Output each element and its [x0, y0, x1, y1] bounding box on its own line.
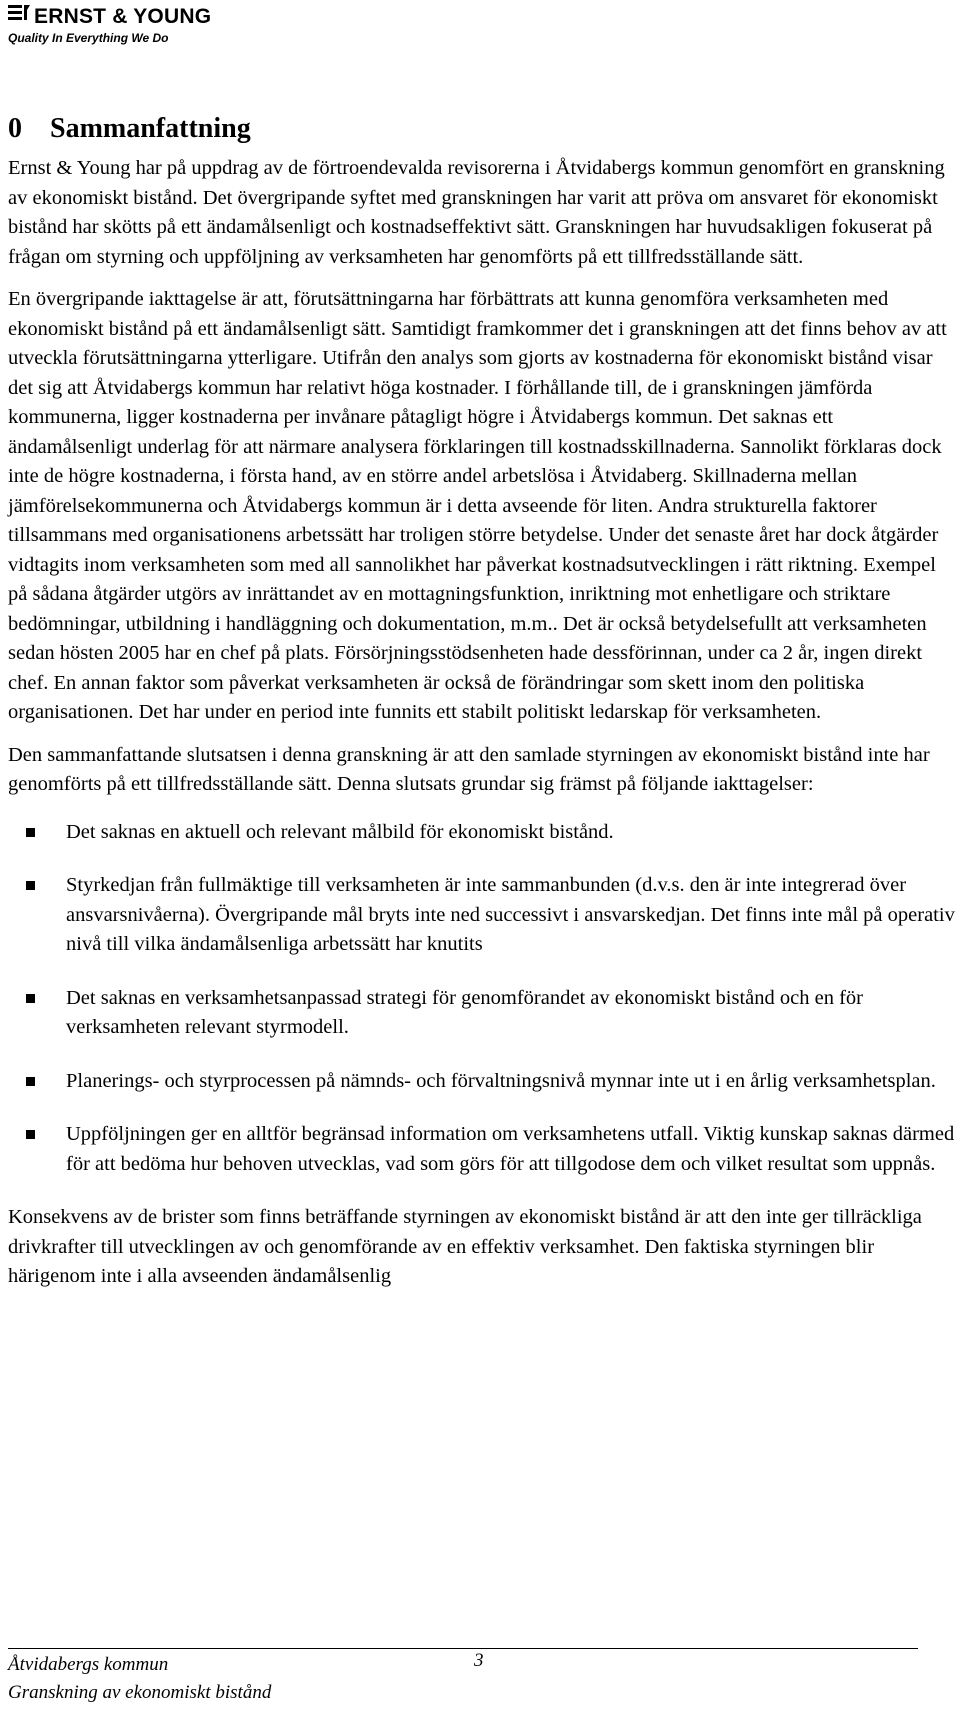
- list-item-text: Det saknas en verksamhetsanpassad strategi för genomförandet av ekonomiskt bistånd och en för verksamheten relevant styrmodell.: [66, 986, 863, 1038]
- footer-report-title: Granskning av ekonomiskt bistånd: [8, 1682, 272, 1703]
- paragraph-conclusion: Den sammanfattande slutsatsen i denna granskning är att den samlade styrningen av ekonomiskt bistånd inte har genomförts på ett tillfredsställande sätt. Denna slutsats grundar sig främst på följande iakttagelser:: [8, 743, 930, 795]
- square-bullet-icon: [26, 994, 35, 1003]
- ernst-young-logo-icon: [8, 4, 30, 29]
- square-bullet-icon: [26, 828, 35, 837]
- document-body: [8, 112, 956, 1305]
- list-item-text: Det saknas en aktuell och relevant målbild för ekonomiskt bistånd.: [66, 820, 614, 843]
- footer-municipality: Åtvidabergs kommun: [8, 1654, 169, 1675]
- list-item: [8, 871, 956, 960]
- company-tagline: Quality In Everything We Do: [8, 31, 169, 45]
- list-item: [8, 1120, 956, 1179]
- section-title: Sammanfattning: [50, 113, 251, 144]
- findings-list: [8, 818, 956, 1180]
- list-item-text: Planerings- och styrprocessen på nämnds- och förvaltningsnivå mynnar inte ut i en årlig verksamhetsplan.: [66, 1069, 936, 1092]
- paragraph-intro: Ernst & Young har på uppdrag av de förtroendevalda revisorerna i Åtvidabergs kommun genomfört en granskning av ekonomiskt bistånd. Det övergripande syftet med granskningen har varit att pröva om ansvaret för ekonomiskt bistånd har skötts på ett ändamålsenligt och kostnadseffektivt sätt. Granskningen har huvudsakligen fokuserat på frågan om styrning och uppföljning av verksamheten har genomförts på ett tillfredsställande sätt.: [8, 157, 945, 268]
- list-item-text: Uppföljningen ger en alltför begränsad information om verksamhetens utfall. Viktig kunskap saknas därmed för att bedöma hur behoven utvecklas, vad som görs för att tillgodose dem och vilket resultat som uppnås.: [66, 1123, 955, 1175]
- page-number: 3: [474, 1650, 484, 1671]
- company-logo: [8, 4, 211, 45]
- section-heading: [8, 112, 956, 146]
- square-bullet-icon: [26, 1130, 35, 1139]
- list-item-text: Styrkedjan från fullmäktige till verksamheten är inte sammanbunden (d.v.s. den är inte integrerad över ansvarsnivåerna). Övergripande mål bryts inte ned successivt i ansvarskedjan. Det finns inte mål på operativ nivå till vilka ändamålsenliga arbetssätt har knutits: [66, 874, 955, 955]
- list-item: [8, 984, 956, 1043]
- company-name: ERNST & YOUNG: [34, 4, 212, 28]
- list-item: [8, 1067, 956, 1097]
- paragraph-closing: Konsekvens av de brister som finns beträffande styrningen av ekonomiskt bistånd är att den inte ger tillräckliga drivkrafter till utvecklingen av och genomförande av en effektiv verksamhet. Den faktiska styrningen blir härigenom inte i alla avseenden ändamålsenlig: [8, 1206, 922, 1287]
- list-item: [8, 818, 956, 848]
- section-number: 0: [8, 113, 22, 144]
- square-bullet-icon: [26, 1077, 35, 1086]
- paragraph-observations: En övergripande iakttagelse är att, förutsättningarna har förbättrats att kunna genomföra verksamheten med ekonomiskt bistånd på ett ändamålsenligt sätt. Samtidigt framkommer det i granskningen att det finns behov av att utveckla förutsättningarna ytterligare. Utifrån den analys som gjorts av kostnaderna för ekonomiskt bistånd visar det sig att Åtvidabergs kommun har relativt höga kostnader. I förhållande till, de i granskningen jämförda kommunerna, ligger kostnaderna per invånare påtagligt högre i Åtvidabergs kommun. Det saknas ett ändamålsenligt underlag för att närmare analysera förklaringen till kostnadsskillnaderna. Sannolikt förklaras dock inte de högre kostnaderna, i första hand, av en större andel arbetslösa i Åtvidaberg. Skillnaderna mellan jämförelsekommunerna och Åtvidabergs kommun är i detta avseende för liten. Andra strukturella faktorer tillsammans med organisationens arbetssätt har troligen större betydelse. Under det senaste året har dock åtgärder vidtagits inom verksamheten som med all sannolikhet har påverkat kostnadsutvecklingen i rätt riktning. Exempel på sådana åtgärder utgörs av inrättandet av en mottagningsfunktion, inriktning mot enhetligare och striktare bedömningar, utbildning i handläggning och dokumentation, m.m.. Det är också betydelsefullt att verksamheten sedan hösten 2005 har en chef på plats. Försörjningsstödsenheten hade dessförinnan, under ca 2 år, ingen direkt chef. En annan faktor som påverkat verksamheten är också de förändringar som skett inom den politiska organisationen. Det har under en period inte funnits ett stabilt politiskt ledarskap för verksamheten.: [8, 288, 947, 723]
- page-footer: [0, 1648, 960, 1718]
- footer-divider: [8, 1648, 918, 1649]
- square-bullet-icon: [26, 881, 35, 890]
